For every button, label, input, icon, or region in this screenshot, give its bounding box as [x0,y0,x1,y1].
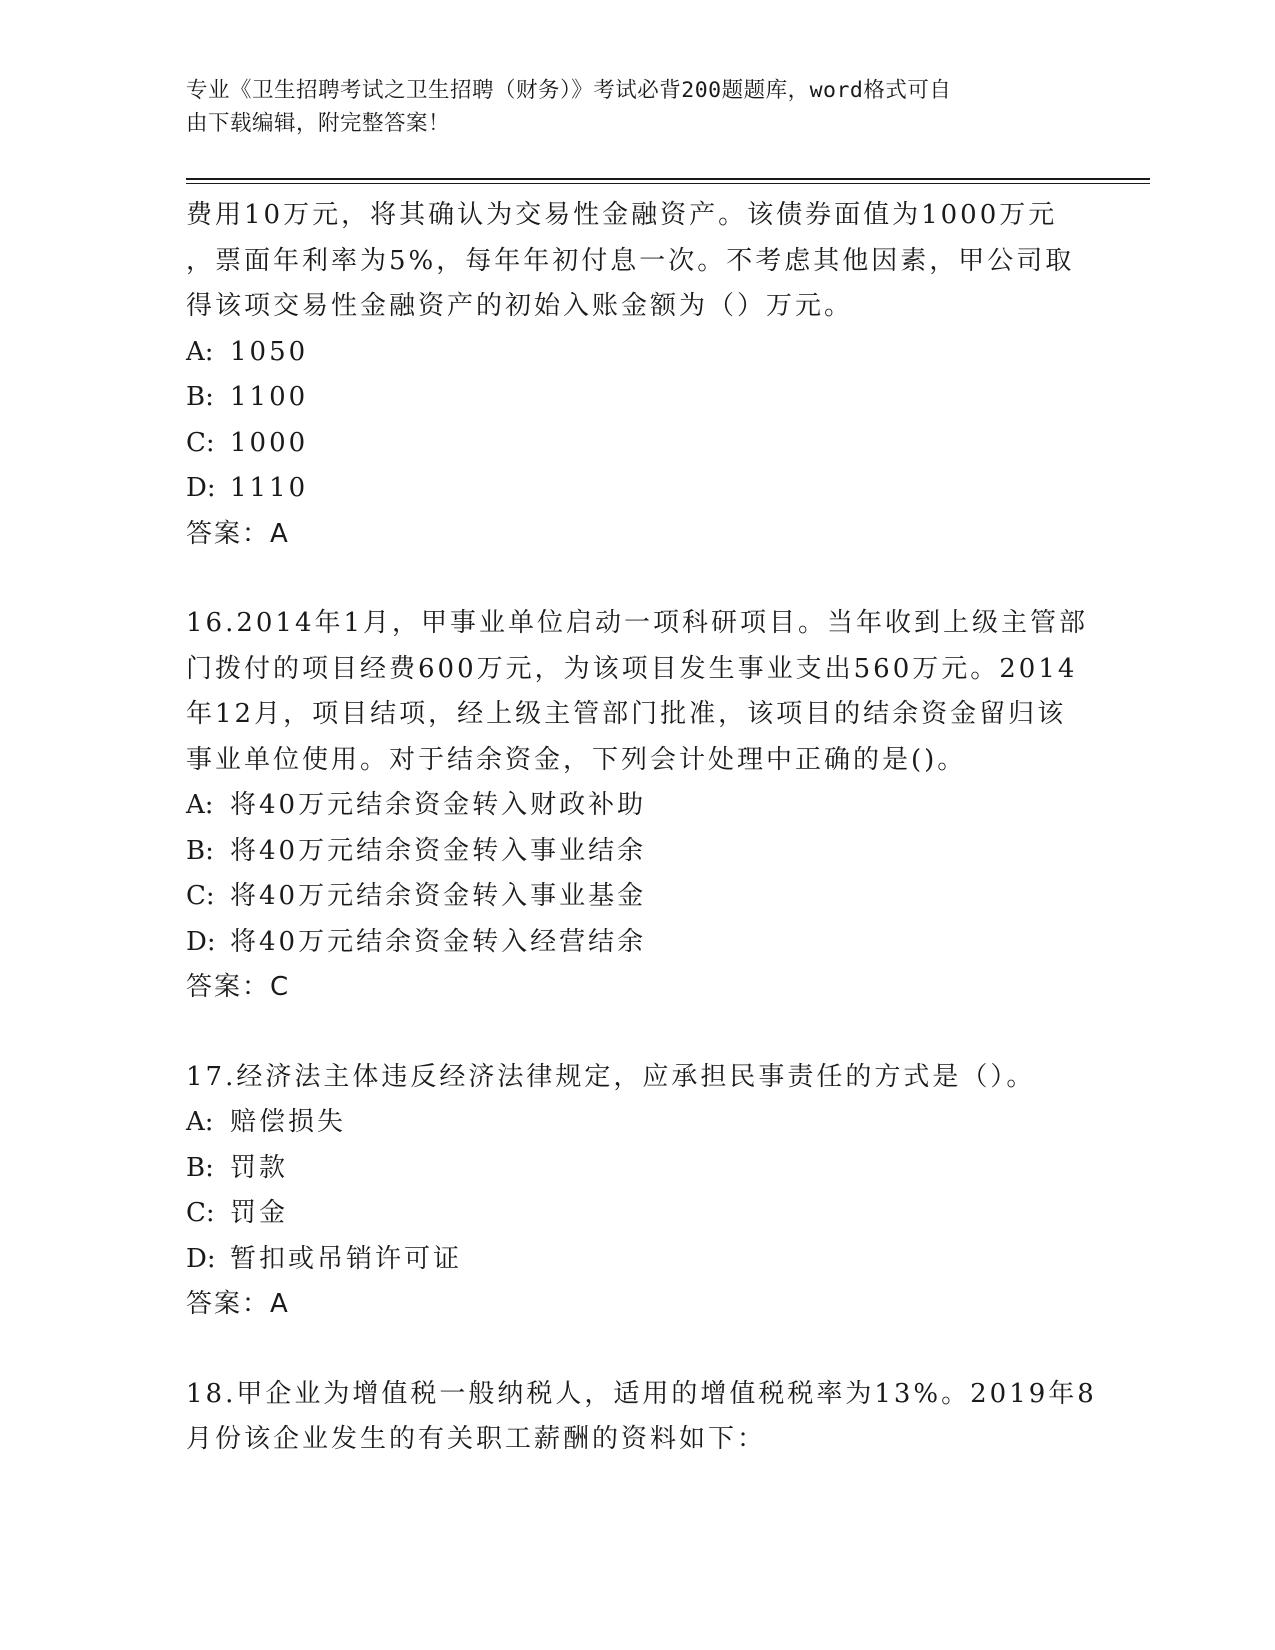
header-line-2: 由下载编辑，附完整答案！ [186,111,451,136]
question-16 [186,601,1126,1011]
option-text: 罚金 [230,1198,289,1228]
header-rule-thick [186,178,1150,180]
question-text-line: 年12月，项目结项，经上级主管部门批准，该项目的结余资金留归该 [186,699,1067,729]
option-text: 1100 [230,382,309,412]
question-text-line: 17.经济法主体违反经济法律规定，应承担民事责任的方式是（）。 [186,1061,1036,1092]
option-label: B: [186,1152,214,1183]
option-label: C: [186,427,215,458]
option-label: D: [186,926,216,957]
question-text-line: 月份该企业发生的有关职工薪酬的资料如下： [186,1424,767,1454]
option-label: A: [186,790,214,820]
option-d [186,466,1126,512]
option-label: A: [186,1107,214,1137]
option-text: 将40万元结余资金转入财政补助 [230,790,647,820]
option-label: D: [186,473,216,503]
question-text-line: 得该项交易性金融资产的初始入账金额为（）万元。 [186,291,854,321]
question-text-line: 16.2014年1月，甲事业单位启动一项科研项目。当年收到上级主管部 [186,608,1089,638]
option-b [186,375,1126,421]
option-text: 1000 [230,427,309,458]
option-label: B: [186,382,214,412]
question-text-line: 门拨付的项目经费600万元，为该项目发生事业支出560万元。2014 [186,653,1078,684]
option-label: B: [186,835,214,866]
question-18 [186,1372,1126,1463]
option-c [186,874,1126,920]
option-text: 将40万元结余资金转入经营结余 [230,926,647,957]
header-line-1: 专业《卫生招聘考试之卫生招聘（财务）》考试必背200题题库，word格式可自 [186,78,952,103]
question-text-line: 费用10万元，将其确认为交易性金融资产。该债券面值为1000万元 [186,200,1058,230]
option-label: C: [186,1198,215,1228]
option-label: C: [186,881,215,911]
header-rule-thin [186,183,1150,184]
option-text: 罚款 [230,1152,289,1183]
question-17 [186,1055,1126,1328]
option-text: 赔偿损失 [230,1107,347,1137]
question-15 [186,193,1126,557]
option-text: 1050 [230,336,309,367]
option-b [186,1146,1126,1192]
option-text: 将40万元结余资金转入事业基金 [230,881,647,911]
answer-line: 答案：A [186,518,290,549]
option-a [186,783,1126,829]
question-text-line: 18.甲企业为增值税一般纳税人，适用的增值税税率为13%。2019年8 [186,1378,1097,1409]
document-header [186,74,1066,140]
option-d [186,920,1126,966]
document-body [186,193,1126,1463]
option-a [186,1100,1126,1146]
answer-line: 答案：A [186,1289,290,1319]
option-a [186,330,1126,376]
option-c [186,421,1126,467]
option-c [186,1191,1126,1237]
option-text: 1110 [230,473,309,503]
option-b [186,829,1126,875]
question-text-line: 事业单位使用。对于结余资金，下列会计处理中正确的是()。 [186,744,967,775]
question-text-line: ，票面年利率为5%，每年年初付息一次。不考虑其他因素，甲公司取 [186,245,1075,276]
option-label: D: [186,1243,216,1274]
option-label: A: [186,336,214,367]
answer-line: 答案：C [186,972,291,1002]
option-d [186,1237,1126,1283]
option-text: 暂扣或吊销许可证 [230,1243,463,1274]
option-text: 将40万元结余资金转入事业结余 [230,835,647,866]
